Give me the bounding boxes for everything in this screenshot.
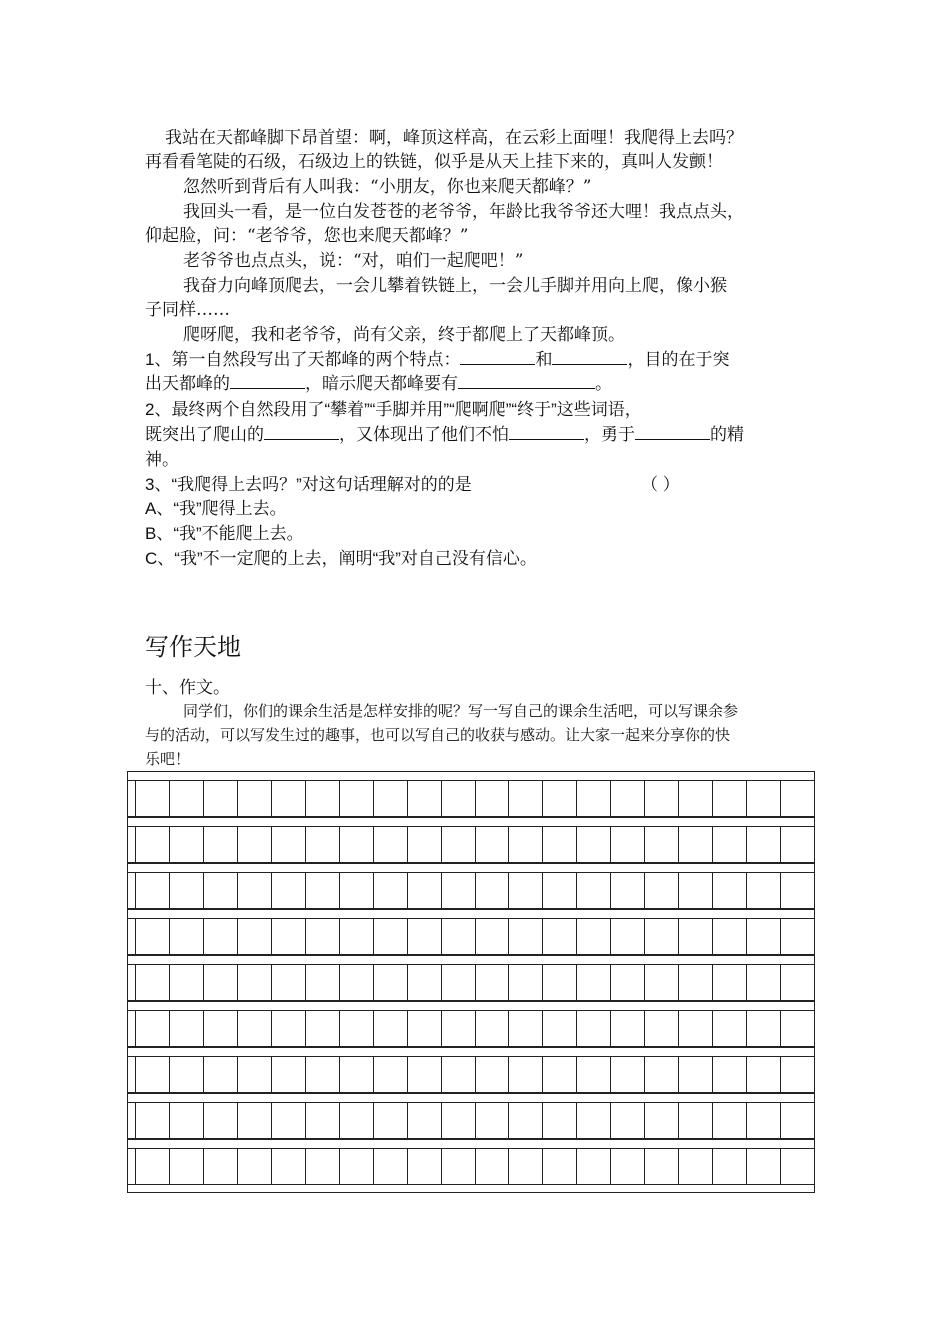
grid-cell[interactable] bbox=[543, 919, 577, 954]
answer-blank-requirement[interactable] bbox=[458, 372, 595, 389]
grid-cell[interactable] bbox=[442, 781, 476, 816]
grid-cell[interactable] bbox=[204, 1011, 238, 1046]
question-2-text-b: 既突出了爬山的 bbox=[145, 425, 264, 444]
question-1-text-a: 1、第一自然段写出了天都峰的两个特点： bbox=[145, 350, 461, 369]
grid-cell[interactable] bbox=[374, 827, 408, 862]
grid-cell[interactable] bbox=[340, 965, 374, 1000]
question-2-text-c: ，又体现出了他们不怕 bbox=[339, 425, 509, 444]
passage-p6: 爬呀爬，我和老爷爷，尚有父亲，终于都爬上了天都峰顶。 bbox=[183, 325, 625, 345]
grid-cell[interactable] bbox=[645, 965, 679, 1000]
grid-cell[interactable] bbox=[238, 1057, 272, 1092]
grid-cell[interactable] bbox=[747, 919, 781, 954]
grid-cell[interactable] bbox=[577, 1149, 611, 1184]
grid-cell[interactable] bbox=[713, 1011, 747, 1046]
option-a[interactable]: A、“我”爬得上去。 bbox=[145, 499, 287, 518]
writing-prompt-line2: 与的活动，可以写发生过的趣事，也可以写自己的收获与感动。让大家一起来分享你的快 bbox=[145, 726, 731, 744]
grid-cell[interactable] bbox=[645, 873, 679, 908]
passage-p3-line2: 仰起脸，问：“老爷爷，您也来爬天都峰？” bbox=[145, 226, 469, 246]
grid-cell[interactable] bbox=[713, 919, 747, 954]
grid-cell[interactable] bbox=[408, 1103, 442, 1138]
grid-cell[interactable] bbox=[374, 1149, 408, 1184]
grid-cell[interactable] bbox=[272, 781, 306, 816]
grid-cell[interactable] bbox=[306, 1057, 340, 1092]
grid-cell[interactable] bbox=[170, 1011, 204, 1046]
grid-cell[interactable] bbox=[747, 1103, 781, 1138]
grid-cell[interactable] bbox=[442, 1011, 476, 1046]
grid-row bbox=[127, 1148, 815, 1185]
grid-cell[interactable] bbox=[204, 827, 238, 862]
grid-cell[interactable] bbox=[374, 1011, 408, 1046]
grid-cell[interactable] bbox=[204, 1057, 238, 1092]
grid-cell[interactable] bbox=[543, 873, 577, 908]
grid-cell[interactable] bbox=[408, 1011, 442, 1046]
grid-cell[interactable] bbox=[204, 1149, 238, 1184]
grid-cell[interactable] bbox=[713, 1149, 747, 1184]
grid-cell[interactable] bbox=[713, 1103, 747, 1138]
grid-cell[interactable] bbox=[611, 965, 645, 1000]
grid-cell[interactable] bbox=[272, 965, 306, 1000]
grid-cell[interactable] bbox=[136, 873, 170, 908]
grid-cell[interactable] bbox=[238, 1149, 272, 1184]
grid-cell[interactable] bbox=[476, 1057, 510, 1092]
grid-cell[interactable] bbox=[136, 781, 170, 816]
grid-cell[interactable] bbox=[577, 1103, 611, 1138]
section-heading: 写作天地 bbox=[145, 633, 241, 661]
grid-cell[interactable] bbox=[238, 873, 272, 908]
grid-cell[interactable] bbox=[408, 781, 442, 816]
answer-blank-climb[interactable] bbox=[264, 423, 339, 440]
grid-row-margin bbox=[128, 1057, 136, 1092]
grid-cell[interactable] bbox=[442, 965, 476, 1000]
grid-cell[interactable] bbox=[679, 1149, 713, 1184]
grid-row-gap bbox=[127, 817, 815, 826]
grid-cell[interactable] bbox=[747, 873, 781, 908]
grid-cell[interactable] bbox=[747, 1057, 781, 1092]
grid-cell[interactable] bbox=[679, 1103, 713, 1138]
grid-cell[interactable] bbox=[170, 781, 204, 816]
grid-cell[interactable] bbox=[442, 919, 476, 954]
composition-grid[interactable] bbox=[127, 771, 815, 1193]
grid-cell[interactable] bbox=[747, 781, 781, 816]
grid-cell[interactable] bbox=[509, 919, 543, 954]
option-c[interactable]: C、“我”不一定爬的上去，阐明“我”对自己没有信心。 bbox=[145, 549, 537, 568]
passage-p5-line1: 我奋力向峰顶爬去，一会儿攀着铁链上，一会儿手脚并用向上爬，像小猴 bbox=[183, 276, 727, 296]
grid-row-margin bbox=[128, 1103, 136, 1138]
grid-cell[interactable] bbox=[543, 1149, 577, 1184]
question-1-line1 bbox=[145, 348, 729, 372]
grid-row-gap bbox=[127, 1047, 815, 1056]
grid-cell[interactable] bbox=[136, 1057, 170, 1092]
writing-task-label: 十、作文。 bbox=[145, 678, 230, 698]
grid-cell[interactable] bbox=[408, 1149, 442, 1184]
grid-cell[interactable] bbox=[509, 827, 543, 862]
grid-cell[interactable] bbox=[136, 1149, 170, 1184]
question-1-text-c: ，目的在于突 bbox=[627, 350, 730, 369]
grid-cell[interactable] bbox=[136, 965, 170, 1000]
question-1-text-e: ，暗示爬天都峰要有 bbox=[305, 374, 458, 393]
passage-p3-line1: 我回头一看，是一位白发苍苍的老爷爷，年龄比我爷爷还大哩！我点点头， bbox=[183, 202, 744, 222]
grid-cell[interactable] bbox=[577, 873, 611, 908]
grid-cell[interactable] bbox=[747, 1149, 781, 1184]
grid-row bbox=[127, 918, 815, 955]
grid-cell[interactable] bbox=[136, 919, 170, 954]
grid-cell[interactable] bbox=[679, 781, 713, 816]
passage-p1-line1: 我站在天都峰脚下昂首望：啊，峰顶这样高，在云彩上面哩！我爬得上去吗？ bbox=[165, 128, 743, 148]
grid-cell[interactable] bbox=[747, 965, 781, 1000]
grid-cell[interactable] bbox=[136, 827, 170, 862]
grid-row-margin bbox=[128, 919, 136, 954]
grid-row-gap bbox=[127, 771, 815, 780]
grid-cell[interactable] bbox=[170, 827, 204, 862]
grid-cell[interactable] bbox=[306, 827, 340, 862]
grid-cell[interactable] bbox=[408, 919, 442, 954]
grid-cell[interactable] bbox=[781, 1057, 814, 1092]
grid-cell[interactable] bbox=[476, 1011, 510, 1046]
grid-row bbox=[127, 872, 815, 909]
grid-bottom-gap bbox=[127, 1185, 815, 1193]
grid-row-gap bbox=[127, 909, 815, 918]
grid-cell[interactable] bbox=[476, 965, 510, 1000]
grid-row-gap bbox=[127, 1093, 815, 1102]
grid-cell[interactable] bbox=[679, 827, 713, 862]
grid-cell[interactable] bbox=[509, 781, 543, 816]
grid-row-margin bbox=[128, 1149, 136, 1184]
grid-cell[interactable] bbox=[340, 919, 374, 954]
passage-p4: 老爷爷也点点头，说：“对，咱们一起爬吧！” bbox=[183, 251, 524, 271]
grid-cell[interactable] bbox=[272, 873, 306, 908]
grid-cell[interactable] bbox=[713, 873, 747, 908]
grid-cell[interactable] bbox=[272, 919, 306, 954]
grid-cell[interactable] bbox=[374, 781, 408, 816]
grid-cell[interactable] bbox=[611, 1057, 645, 1092]
grid-row-margin bbox=[128, 873, 136, 908]
grid-cell[interactable] bbox=[306, 873, 340, 908]
grid-cell[interactable] bbox=[408, 1057, 442, 1092]
grid-cell[interactable] bbox=[442, 1149, 476, 1184]
grid-cell[interactable] bbox=[170, 1057, 204, 1092]
grid-cell[interactable] bbox=[204, 781, 238, 816]
question-1-text-d: 出天都峰的 bbox=[145, 374, 230, 393]
grid-cell[interactable] bbox=[238, 781, 272, 816]
grid-cell[interactable] bbox=[781, 781, 814, 816]
grid-cell[interactable] bbox=[611, 827, 645, 862]
grid-cell[interactable] bbox=[509, 965, 543, 1000]
grid-cell[interactable] bbox=[509, 873, 543, 908]
grid-cell[interactable] bbox=[509, 1011, 543, 1046]
question-2-line1: 2、最终两个自然段用了“攀着”“手脚并用”“爬啊爬”“终于”这些词语， bbox=[145, 400, 642, 419]
grid-cell[interactable] bbox=[340, 1103, 374, 1138]
grid-cell[interactable] bbox=[238, 919, 272, 954]
passage-p1-line2: 再看看笔陡的石级，石级边上的铁链，似乎是从天上挂下来的，真叫人发颤！ bbox=[145, 152, 723, 172]
grid-cell[interactable] bbox=[543, 827, 577, 862]
grid-row bbox=[127, 826, 815, 863]
grid-cell[interactable] bbox=[442, 1103, 476, 1138]
grid-cell[interactable] bbox=[645, 1149, 679, 1184]
writing-prompt-line3: 乐吧！ bbox=[145, 750, 191, 768]
passage-p2: 忽然听到背后有人叫我：“小朋友，你也来爬天都峰？” bbox=[183, 177, 592, 197]
grid-cell[interactable] bbox=[577, 1011, 611, 1046]
grid-cell[interactable] bbox=[747, 1011, 781, 1046]
grid-cell[interactable] bbox=[408, 827, 442, 862]
grid-cell[interactable] bbox=[713, 965, 747, 1000]
question-1-text-f: 。 bbox=[595, 374, 612, 393]
grid-cell[interactable] bbox=[170, 965, 204, 1000]
grid-cell[interactable] bbox=[611, 919, 645, 954]
grid-cell[interactable] bbox=[272, 1149, 306, 1184]
grid-cell[interactable] bbox=[543, 1103, 577, 1138]
option-b[interactable]: B、“我”不能爬上去。 bbox=[145, 524, 304, 543]
grid-cell[interactable] bbox=[509, 1103, 543, 1138]
grid-cell[interactable] bbox=[170, 919, 204, 954]
grid-cell[interactable] bbox=[306, 1011, 340, 1046]
grid-cell[interactable] bbox=[747, 827, 781, 862]
grid-row-margin bbox=[128, 827, 136, 862]
grid-cell[interactable] bbox=[374, 1057, 408, 1092]
grid-cell[interactable] bbox=[340, 1057, 374, 1092]
grid-cell[interactable] bbox=[543, 965, 577, 1000]
grid-cell[interactable] bbox=[306, 1103, 340, 1138]
grid-cell[interactable] bbox=[611, 781, 645, 816]
grid-row-margin bbox=[128, 965, 136, 1000]
grid-cell[interactable] bbox=[577, 827, 611, 862]
question-3-text: 3、“我爬得上去吗？”对这句话理解对的的是 bbox=[145, 475, 472, 494]
grid-cell[interactable] bbox=[476, 1103, 510, 1138]
grid-cell[interactable] bbox=[713, 781, 747, 816]
question-2-line3: 神。 bbox=[145, 450, 179, 469]
grid-cell[interactable] bbox=[442, 1057, 476, 1092]
grid-cell[interactable] bbox=[238, 965, 272, 1000]
grid-row-gap bbox=[127, 1139, 815, 1148]
grid-cell[interactable] bbox=[170, 1149, 204, 1184]
grid-cell[interactable] bbox=[679, 1011, 713, 1046]
grid-cell[interactable] bbox=[577, 919, 611, 954]
grid-row-gap bbox=[127, 1001, 815, 1010]
passage-p5-line2: 子同样…… bbox=[145, 300, 230, 320]
grid-cell[interactable] bbox=[136, 1011, 170, 1046]
grid-cell[interactable] bbox=[611, 873, 645, 908]
grid-cell[interactable] bbox=[204, 919, 238, 954]
grid-cell[interactable] bbox=[543, 1057, 577, 1092]
grid-cell[interactable] bbox=[306, 965, 340, 1000]
grid-cell[interactable] bbox=[306, 781, 340, 816]
grid-cell[interactable] bbox=[713, 1057, 747, 1092]
grid-row-margin bbox=[128, 781, 136, 816]
question-1-text-b: 和 bbox=[535, 350, 553, 369]
grid-cell[interactable] bbox=[340, 1011, 374, 1046]
grid-cell[interactable] bbox=[340, 873, 374, 908]
grid-cell[interactable] bbox=[611, 1149, 645, 1184]
grid-row bbox=[127, 1010, 815, 1047]
grid-cell[interactable] bbox=[781, 1149, 814, 1184]
grid-cell[interactable] bbox=[476, 1149, 510, 1184]
grid-row bbox=[127, 780, 815, 817]
grid-row-gap bbox=[127, 863, 815, 872]
grid-cell[interactable] bbox=[611, 1103, 645, 1138]
grid-cell[interactable] bbox=[340, 781, 374, 816]
grid-cell[interactable] bbox=[238, 827, 272, 862]
grid-cell[interactable] bbox=[611, 1011, 645, 1046]
grid-cell[interactable] bbox=[170, 873, 204, 908]
grid-cell[interactable] bbox=[577, 1057, 611, 1092]
grid-cell[interactable] bbox=[679, 965, 713, 1000]
grid-cell[interactable] bbox=[543, 1011, 577, 1046]
grid-row bbox=[127, 1102, 815, 1139]
grid-cell[interactable] bbox=[306, 1149, 340, 1184]
grid-cell[interactable] bbox=[781, 873, 814, 908]
question-2-line2 bbox=[145, 423, 744, 447]
grid-cell[interactable] bbox=[442, 873, 476, 908]
question-2-text-d: ，勇于 bbox=[584, 425, 635, 444]
answer-blank-feature1[interactable] bbox=[460, 348, 535, 365]
question-1-line2 bbox=[145, 372, 612, 396]
grid-cell[interactable] bbox=[645, 1011, 679, 1046]
grid-cell[interactable] bbox=[272, 1103, 306, 1138]
answer-blank-purpose[interactable] bbox=[230, 372, 305, 389]
grid-cell[interactable] bbox=[374, 919, 408, 954]
grid-cell[interactable] bbox=[679, 873, 713, 908]
grid-cell[interactable] bbox=[408, 965, 442, 1000]
grid-cell[interactable] bbox=[476, 827, 510, 862]
grid-cell[interactable] bbox=[204, 873, 238, 908]
grid-cell[interactable] bbox=[781, 827, 814, 862]
grid-cell[interactable] bbox=[645, 919, 679, 954]
grid-cell[interactable] bbox=[136, 1103, 170, 1138]
grid-cell[interactable] bbox=[442, 827, 476, 862]
grid-cell[interactable] bbox=[476, 781, 510, 816]
grid-cell[interactable] bbox=[679, 919, 713, 954]
grid-cell[interactable] bbox=[645, 781, 679, 816]
grid-cell[interactable] bbox=[645, 1057, 679, 1092]
grid-cell[interactable] bbox=[781, 919, 814, 954]
grid-cell[interactable] bbox=[204, 965, 238, 1000]
writing-prompt-line1: 同学们，你们的课余生活是怎样安排的呢？写一写自己的课余生活吧，可以写课余参 bbox=[183, 702, 739, 720]
grid-cell[interactable] bbox=[679, 1057, 713, 1092]
grid-cell[interactable] bbox=[577, 781, 611, 816]
grid-cell[interactable] bbox=[204, 1103, 238, 1138]
grid-cell[interactable] bbox=[781, 965, 814, 1000]
grid-cell[interactable] bbox=[374, 1103, 408, 1138]
grid-cell[interactable] bbox=[374, 873, 408, 908]
grid-cell[interactable] bbox=[781, 1011, 814, 1046]
grid-row-margin bbox=[128, 1011, 136, 1046]
grid-cell[interactable] bbox=[509, 1149, 543, 1184]
grid-row bbox=[127, 964, 815, 1001]
grid-cell[interactable] bbox=[238, 1011, 272, 1046]
grid-cell[interactable] bbox=[781, 1103, 814, 1138]
grid-cell[interactable] bbox=[340, 827, 374, 862]
grid-cell[interactable] bbox=[509, 1057, 543, 1092]
grid-row-gap bbox=[127, 955, 815, 964]
grid-cell[interactable] bbox=[543, 781, 577, 816]
grid-cell[interactable] bbox=[713, 827, 747, 862]
grid-cell[interactable] bbox=[577, 965, 611, 1000]
grid-cell[interactable] bbox=[170, 1103, 204, 1138]
grid-cell[interactable] bbox=[340, 1149, 374, 1184]
grid-cell[interactable] bbox=[645, 1103, 679, 1138]
answer-blank-dare[interactable] bbox=[635, 423, 710, 440]
question-2-text-e: 的精 bbox=[710, 425, 744, 444]
answer-blank-feature2[interactable] bbox=[552, 348, 627, 365]
grid-cell[interactable] bbox=[306, 919, 340, 954]
grid-cell[interactable] bbox=[272, 1057, 306, 1092]
grid-cell[interactable] bbox=[374, 965, 408, 1000]
grid-cell[interactable] bbox=[476, 873, 510, 908]
grid-cell[interactable] bbox=[272, 827, 306, 862]
grid-cell[interactable] bbox=[645, 827, 679, 862]
answer-blank-not-afraid[interactable] bbox=[509, 423, 584, 440]
question-3-answer-paren[interactable]: （ ） bbox=[641, 475, 680, 494]
grid-cell[interactable] bbox=[408, 873, 442, 908]
grid-cell[interactable] bbox=[238, 1103, 272, 1138]
grid-cell[interactable] bbox=[272, 1011, 306, 1046]
grid-cell[interactable] bbox=[476, 919, 510, 954]
grid-row bbox=[127, 1056, 815, 1093]
